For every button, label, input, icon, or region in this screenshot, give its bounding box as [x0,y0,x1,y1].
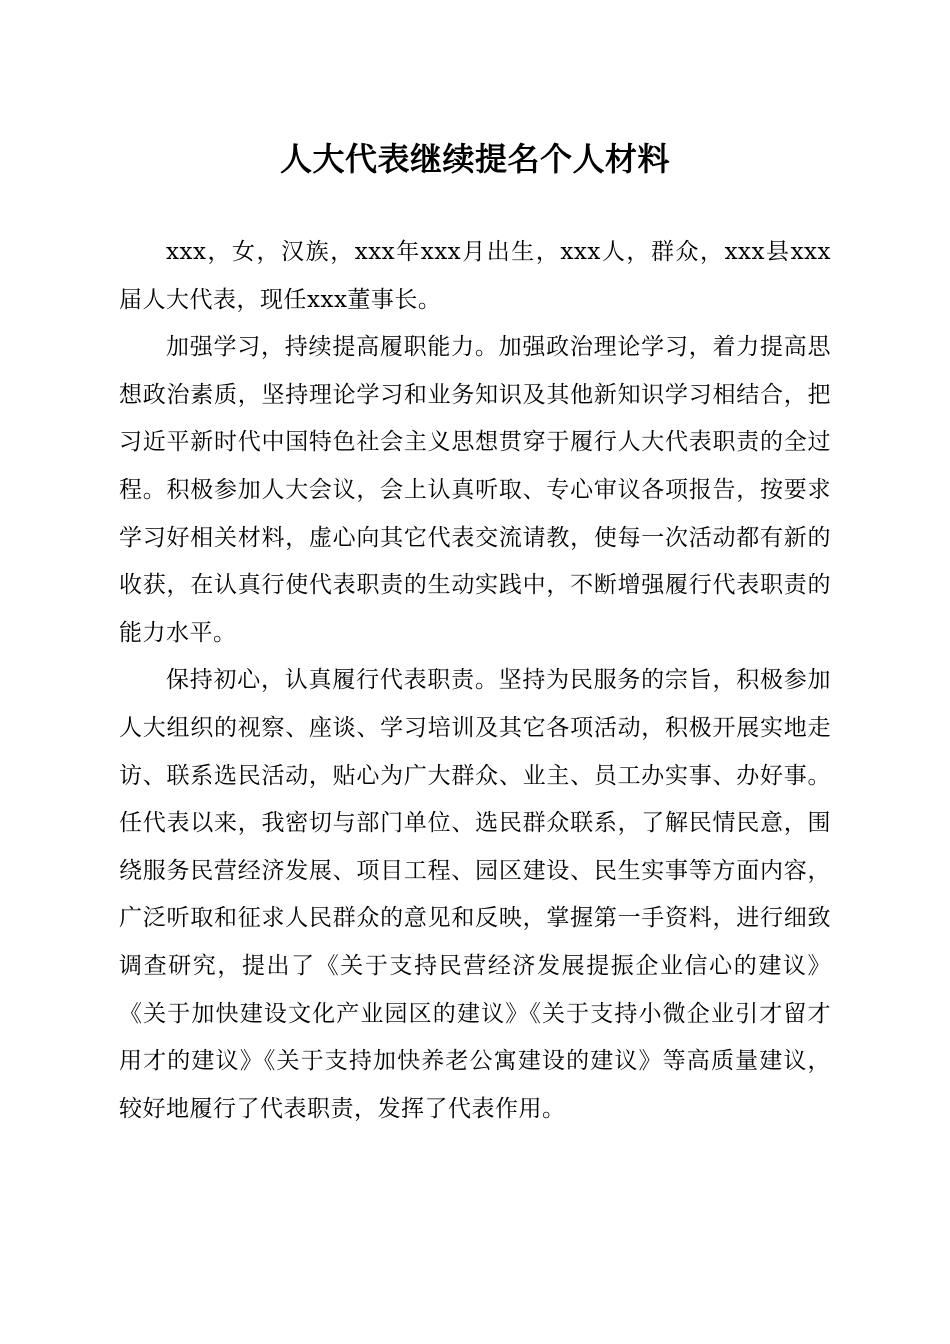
paragraph-duties: 保持初心，认真履行代表职责。坚持为民服务的宗旨，积极参加人大组织的视察、座谈、学习培训及其它各项活动，积极开展实地走访、联系选民活动，贴心为广大群众、业主、员工办实事、办好事。任代表以来，我密切与部门单位、选民群众联系，了解民情民意，围绕服务民营经济发展、项目工程、园区建设、民生实事等方面内容，广泛听取和征求人民群众的意见和反映，掌握第一手资料，进行细致调查研究，提出了《关于支持民营经济发展提振企业信心的建议》《关于加快建设文化产业园区的建议》《关于支持小微企业引才留才用才的建议》《关于支持加快养老公寓建设的建议》等高质量建议，较好地履行了代表职责，发挥了代表作用。 [119,667,831,1122]
paragraph-intro: xxx，女，汉族，xxx年xxx月出生，xxx人，群众，xxx县xxx届人大代表，现任xxx董事长。 [119,239,831,313]
paragraph-study: 加强学习，持续提高履职能力。加强政治理论学习，着力提高思想政治素质，坚持理论学习和业务知识及其他新知识学习相结合，把习近平新时代中国特色社会主义思想贯穿于履行人大代表职责的全过程。积极参加人大会议，会上认真听取、专心审议各项报告，按要求学习好相关材料，虚心向其它代表交流请教，使每一次活动都有新的收获，在认真行使代表职责的生动实践中，不断增强履行代表职责的能力水平。 [119,334,831,646]
document-title: 人大代表继续提名个人材料 [279,140,670,178]
document-body [119,229,831,1133]
document-page [119,0,831,1344]
